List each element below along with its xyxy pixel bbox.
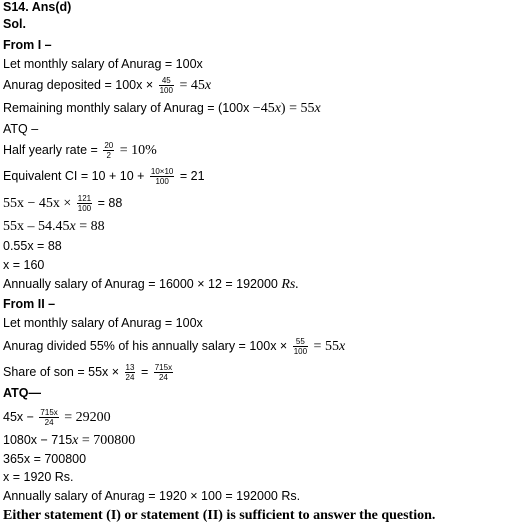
answer-header: S14. Ans(d) <box>3 0 72 14</box>
numerator: 715x <box>154 363 173 372</box>
text: Remaining monthly salary of Anurag = (100x <box>3 101 253 115</box>
denominator: 100 <box>159 86 173 95</box>
var: x <box>338 338 346 354</box>
math: ) = 55 <box>280 101 315 116</box>
math: 55x − 45x × <box>3 195 72 211</box>
fraction <box>150 167 174 186</box>
text: 1080x − 715 <box>3 433 73 447</box>
line-equation-3: 0.55x = 88 <box>3 239 62 253</box>
line-half-yearly-rate <box>3 141 157 160</box>
math: = 55 <box>313 338 339 354</box>
line-deposited <box>3 76 211 95</box>
text: Anurag divided 55% of his annually salary = 100x × <box>3 338 288 353</box>
line-monthly-salary-1: Let monthly salary of Anurag = 100x <box>3 57 203 71</box>
line-divided <box>3 337 345 356</box>
denominator: 24 <box>158 373 168 382</box>
line-equivalent-ci <box>3 167 205 186</box>
text: = 21 <box>179 168 205 183</box>
denominator: 100 <box>155 177 169 186</box>
var: x <box>274 101 281 116</box>
math: = 10% <box>119 142 157 158</box>
atq-label-1: ATQ – <box>3 122 39 136</box>
numerator: 121 <box>77 194 92 203</box>
numerator: 20 <box>104 141 114 150</box>
fraction <box>125 363 136 382</box>
sol-label: Sol. <box>3 17 26 31</box>
line-x-value-1: x = 160 <box>3 258 45 272</box>
fraction <box>293 337 308 356</box>
line-share-of-son <box>3 363 175 382</box>
text: = 88 <box>97 195 123 210</box>
line-equation-5 <box>3 433 135 448</box>
denominator: 100 <box>77 204 92 213</box>
denominator: 100 <box>293 347 308 356</box>
line-equation-6: 365x = 700800 <box>3 452 87 466</box>
var: x <box>69 219 76 234</box>
atq-label-2: ATQ— <box>3 386 41 400</box>
line-remaining <box>3 101 321 116</box>
line-equation-2 <box>3 219 105 234</box>
math: = 29200 <box>64 409 111 425</box>
from-statement-1: From I – <box>3 38 52 52</box>
math: = 45 <box>179 77 205 93</box>
fraction <box>39 408 58 427</box>
var: x <box>204 77 212 93</box>
text: = <box>140 364 149 379</box>
fraction <box>154 363 173 382</box>
final-answer: Either statement (I) or statement (II) is sufficient to answer the question. <box>3 508 436 523</box>
line-equation-1 <box>3 194 122 213</box>
var: x <box>72 433 79 448</box>
line-equation-4 <box>3 408 111 427</box>
math: 55x – 54.45 <box>3 219 70 234</box>
line-annual-salary-1 <box>3 277 299 292</box>
fraction <box>77 194 92 213</box>
text: Half yearly rate = <box>3 142 98 157</box>
numerator: 10×10 <box>150 167 174 176</box>
fraction <box>103 141 114 160</box>
text: 45x − <box>3 409 34 424</box>
text: Anurag deposited = 100x × <box>3 77 154 92</box>
numerator: 715x <box>40 408 58 417</box>
text: Annually salary of Anurag = 16000 × 12 = 192000 <box>3 277 282 291</box>
text: Equivalent CI = 10 + 10 + <box>3 168 145 183</box>
denominator: 24 <box>44 418 54 427</box>
numerator: 45 <box>159 76 174 86</box>
from-statement-2: From II – <box>3 297 56 311</box>
math: = 88 <box>75 219 105 234</box>
denominator: 2 <box>106 151 111 160</box>
line-x-value-2: x = 1920 Rs. <box>3 470 74 484</box>
var: x <box>314 101 321 116</box>
unit: Rs. <box>281 277 299 292</box>
denominator: 24 <box>125 373 135 382</box>
math: = 700800 <box>78 433 136 448</box>
numerator: 55 <box>293 337 308 347</box>
line-monthly-salary-2: Let monthly salary of Anurag = 100x <box>3 316 203 330</box>
fraction <box>159 76 174 95</box>
math: −45 <box>252 101 275 116</box>
numerator: 13 <box>125 363 135 372</box>
text: Share of son = 55x × <box>3 364 120 379</box>
line-annual-salary-2: Annually salary of Anurag = 1920 × 100 = 192000 Rs. <box>3 489 301 503</box>
